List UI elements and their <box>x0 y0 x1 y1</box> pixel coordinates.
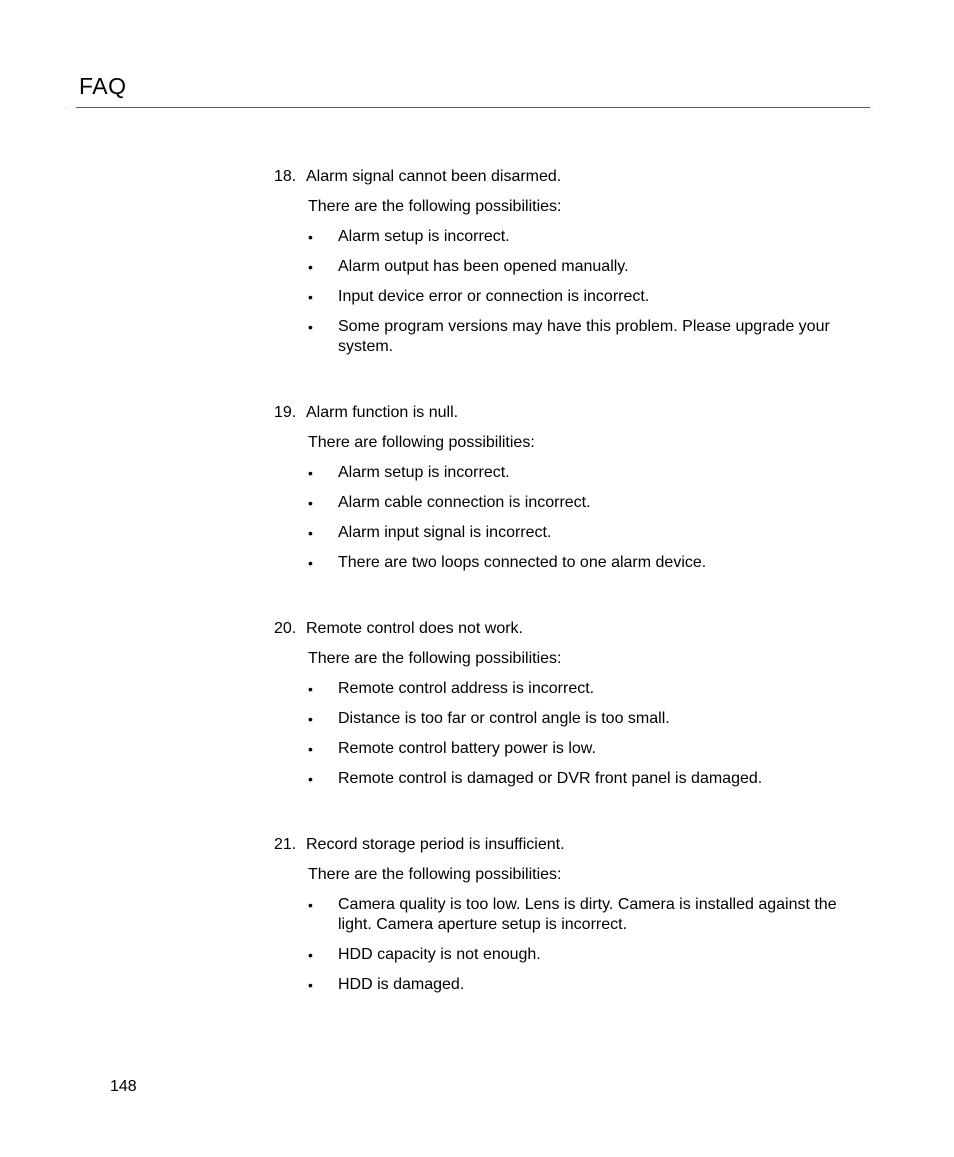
list-item-text: Camera quality is too low. Lens is dirty. Camera is installed against the light. Camera aperture setup is incorrect. <box>338 896 837 933</box>
faq-question <box>274 167 854 187</box>
bullet-icon: • <box>308 771 313 787</box>
faq-item-19 <box>274 403 854 573</box>
bullet-icon: • <box>308 977 313 993</box>
list-item <box>274 227 854 247</box>
question-number: 18. <box>274 168 297 185</box>
question-number: 20. <box>274 620 297 637</box>
list-item <box>274 523 854 543</box>
question-number: 19. <box>274 404 297 421</box>
list-item <box>274 679 854 699</box>
list-item <box>274 945 854 965</box>
list-item <box>274 975 854 995</box>
bullet-icon: • <box>308 289 313 305</box>
possibilities-list <box>274 463 854 573</box>
bullet-icon: • <box>308 555 313 571</box>
question-text: Alarm function is null. <box>306 404 459 421</box>
list-item-text: HDD is damaged. <box>338 976 465 993</box>
possibilities-list <box>274 227 854 357</box>
list-item-text: Alarm setup is incorrect. <box>338 228 510 245</box>
bullet-icon: • <box>308 319 313 335</box>
bullet-icon: • <box>308 897 313 913</box>
header-divider <box>76 107 870 108</box>
possibilities-intro: There are the following possibilities: <box>308 650 562 667</box>
faq-question <box>274 619 854 639</box>
list-item-text: There are two loops connected to one alarm device. <box>338 554 707 571</box>
list-item-text: Distance is too far or control angle is too small. <box>338 710 670 727</box>
list-item <box>274 493 854 513</box>
question-text: Remote control does not work. <box>306 620 523 637</box>
question-text: Alarm signal cannot been disarmed. <box>306 168 562 185</box>
list-item <box>274 709 854 729</box>
list-item <box>274 257 854 277</box>
list-item-text: Remote control is damaged or DVR front panel is damaged. <box>338 770 763 787</box>
possibilities-list <box>274 679 854 789</box>
list-item-text: Alarm setup is incorrect. <box>338 464 510 481</box>
list-item <box>274 895 854 935</box>
possibilities-intro: There are the following possibilities: <box>308 198 562 215</box>
list-item-text: Alarm output has been opened manually. <box>338 258 629 275</box>
page-title: FAQ <box>79 73 127 99</box>
bullet-icon: • <box>308 495 313 511</box>
list-item <box>274 769 854 789</box>
list-item <box>274 317 854 357</box>
question-text: Record storage period is insufficient. <box>306 836 565 853</box>
list-item-text: Input device error or connection is incorrect. <box>338 288 650 305</box>
list-item-text: Alarm cable connection is incorrect. <box>338 494 591 511</box>
list-item-text: HDD capacity is not enough. <box>338 946 541 963</box>
faq-content <box>274 167 854 995</box>
list-item-text: Remote control battery power is low. <box>338 740 596 757</box>
bullet-icon: • <box>308 741 313 757</box>
bullet-icon: • <box>308 525 313 541</box>
bullet-icon: • <box>308 229 313 245</box>
list-item <box>274 739 854 759</box>
bullet-icon: • <box>308 711 313 727</box>
list-item <box>274 463 854 483</box>
possibilities-intro: There are the following possibilities: <box>308 866 562 883</box>
list-item <box>274 287 854 307</box>
list-item-text: Remote control address is incorrect. <box>338 680 595 697</box>
page-number: 148 <box>110 1078 137 1095</box>
faq-item-20 <box>274 619 854 789</box>
bullet-icon: • <box>308 947 313 963</box>
faq-question <box>274 835 854 855</box>
bullet-icon: • <box>308 465 313 481</box>
list-item <box>274 553 854 573</box>
list-item-text: Some program versions may have this problem. Please upgrade your system. <box>338 318 830 355</box>
faq-item-18 <box>274 167 854 357</box>
bullet-icon: • <box>308 259 313 275</box>
faq-question <box>274 403 854 423</box>
bullet-icon: • <box>308 681 313 697</box>
list-item-text: Alarm input signal is incorrect. <box>338 524 552 541</box>
possibilities-list <box>274 895 854 995</box>
possibilities-intro: There are following possibilities: <box>308 434 535 451</box>
faq-item-21 <box>274 835 854 995</box>
question-number: 21. <box>274 836 297 853</box>
